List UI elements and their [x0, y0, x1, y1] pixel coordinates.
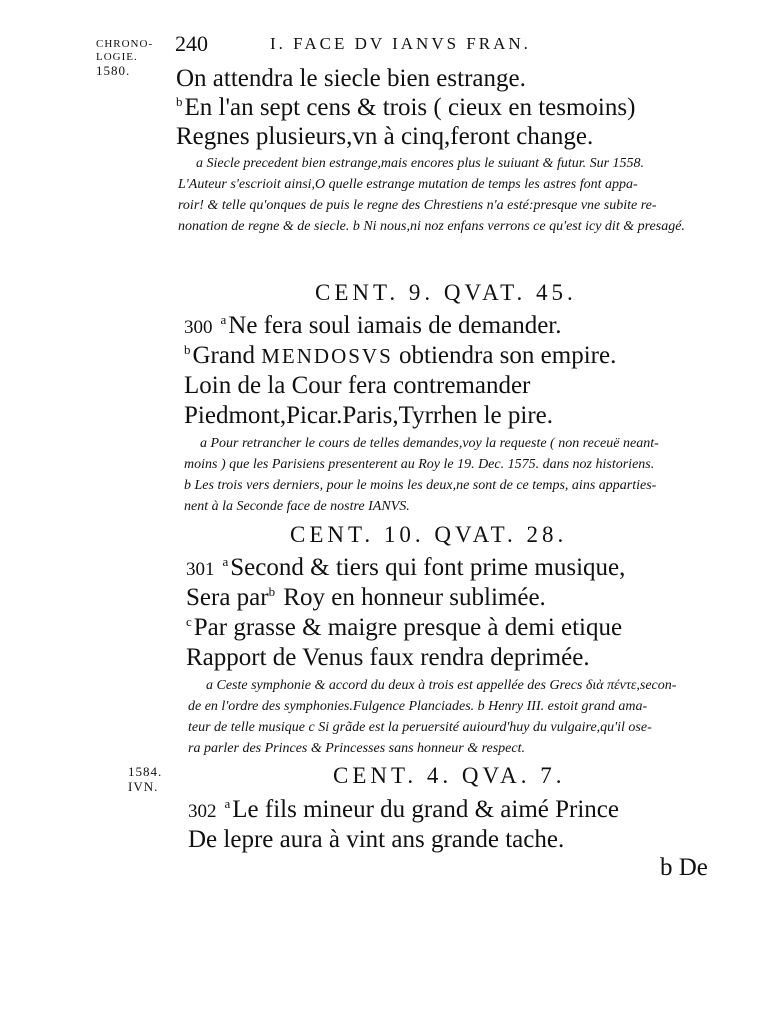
quatrain-heading: CENT. 4. QVA. 7. [333, 763, 566, 788]
footnote-block: a Ceste symphonie & accord du deux à trois est appellée des Grecs διὰ πέντε,secon- de en l'ordre des symphonies.Fulgence Planciades. b Henry III. estoit grand ama- teur de telle musique c Si grãde est la peruersité auiourd'huy du vulgaire,qu'il ose- ra parler des Princes & Princesses sans honneur & respect. [188, 678, 677, 756]
verse-line: Rapport de Venus faux rendra deprimée. [186, 644, 590, 671]
verse-line: De lepre aura à vint ans grande tache. [188, 826, 565, 853]
verse-line: Sera par$^b$ Roy en honneur sublimée. [186, 583, 546, 611]
verse-line: $^c$Par grasse & maigre presque à demi etique [186, 613, 623, 641]
footnote-block: a Siecle precedent bien estrange,mais encores plus le suiuant & futur. Sur 1558. L'Auteur s'escrioit ainsi,O quelle estrange mutation de temps les astres font appa- roir! & telle qu'onques de puis le regne des Chrestiens n'a esté:presque vne subite re- nonation de regne & de siecle. b Ni nous,ni noz enfans verrons ce qu'est icy dit & presagé. [178, 156, 685, 234]
margin-date: 1584. IVN. [128, 764, 163, 794]
verse-line: Regnes plusieurs,vn à cinq,feront change. [176, 123, 594, 150]
margin-chronology: CHRONO- LOGIE. 1580. [96, 38, 154, 78]
verse-line: On attendra le siecle bien estrange. [176, 65, 526, 92]
footnote-block: a Pour retrancher le cours de telles demandes,voy la requeste ( non receuë neant- moins ) que les Parisiens presenterent au Roy le 19. Dec. 1575. dans noz historiens. b Les trois vers derniers, pour le moins les deux,ne sont de ce temps, ains apparties- nent à la Seconde face de nostre IANVS. [184, 436, 659, 514]
verse-line: $^b$Grand MENDOSVS obtiendra son empire. [184, 341, 617, 369]
verse-line: Piedmont,Picar.Paris,Tyrrhen le pire. [184, 402, 554, 429]
verse-line: 300 $^a$Ne fera soul iamais de demander. [184, 311, 562, 339]
quatrain-heading: CENT. 10. QVAT. 28. [290, 522, 568, 547]
page-number: 240 [175, 31, 208, 56]
verse-line: 301 $^a$Second & tiers qui font prime musique, [186, 553, 626, 581]
catchword: b De [660, 854, 708, 881]
verse-line: 302 $^a$Le fils mineur du grand & aimé Prince [188, 795, 619, 823]
quatrain-heading: CENT. 9. QVAT. 45. [315, 280, 577, 305]
running-header: I. FACE DV IANVS FRAN. [270, 34, 531, 53]
verse-line: Loin de la Cour fera contremander [184, 372, 531, 399]
verse-line: $^b$En l'an sept cens & trois ( cieux en tesmoins) [176, 93, 636, 121]
